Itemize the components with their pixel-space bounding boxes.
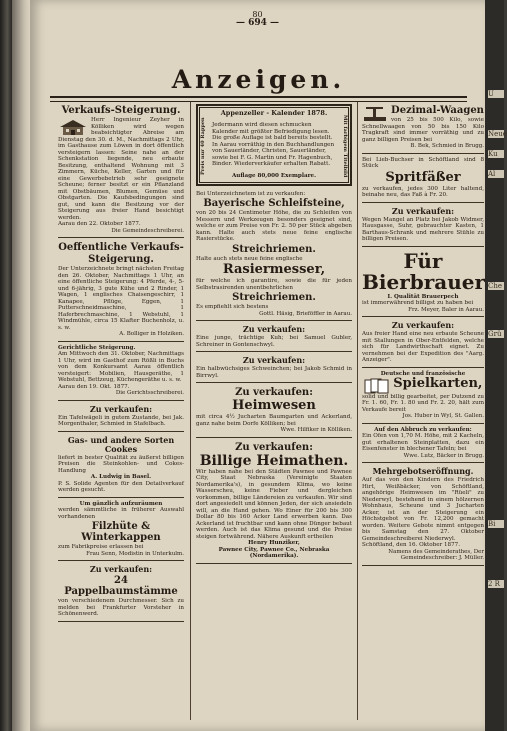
column-left: [58, 102, 184, 722]
masthead-title: Anzeigen.: [171, 65, 346, 94]
folio: [30, 10, 485, 28]
ad-appenzeller-kalender: [196, 104, 352, 186]
ad-text: werden sämmtliche in früherer Auswahl vorhandenen: [58, 507, 184, 520]
column-right: [362, 102, 484, 722]
ad-text: Wegen Mangel an Platz bei Jakob Widmer, Hausgasse, Suhr, gebrauchter Kasten, 1 Barthaus-Schrank und mehrere Stühle zu billigen Preisen.: [362, 216, 484, 242]
ad-title: Bayerische Schleifsteine,: [203, 198, 345, 210]
ad-kicker: Deutsche und französische: [380, 370, 466, 377]
ad-signature: B. Bek, Schmied in Brugg.: [410, 143, 484, 149]
column-divider: [190, 102, 191, 720]
ad-dezimal-waagen: [362, 102, 484, 154]
edge-text: Bi: [488, 520, 504, 528]
ad-title: Zu verkaufen:: [89, 403, 153, 414]
ad-bierbrauer: [362, 248, 484, 318]
ad-text: Aus freier Hand eine neu erbaute Scheune mit Stallungen in Ober-Entfelden, welche sich für Landwirthschaft eignet. Zu vernehmen bei der Expedition des "Aarg. Anzeiger".: [362, 331, 484, 363]
page-number: — 694 —: [235, 18, 280, 28]
ad-spritfaesser: [362, 155, 484, 203]
ad-text: Ein halbwüchsiges Schweinchen; bei Jakob Schmid in Birrwyl.: [196, 366, 352, 379]
ad-text: Jedermann wird diesen schmucken Kalender mit größter Befriedigung lesen. Die große Auflage ist bald bereits bestellt. In Aarau vorräthig in den Buchhandlungen von Sauerländer, Christen, Sauerländer, sowie bei F. G. Martin und Fr. Hagenbuch, Binder. Wiederverkäufer erhalten Rabatt.: [212, 122, 335, 168]
edge-text: Al: [488, 170, 504, 178]
ad-text: Ein Ofen von 1,70 M. Höhe, mit 2 Kacheln, gut erhaltenen Steinplatten, dazu ein Eisenfenster in blechener Tafeln; bei: [362, 433, 484, 452]
ad-title-2: Steigerung.: [88, 254, 154, 265]
edge-text: U: [488, 90, 504, 98]
ad-text: von 20 bis 24 Centimeter Höhe, die zu Schleifen von Messern und Werkzeugen besonders geeignet sind, welche er zum Preise von Fr. 2. 50 per Stück abgeben kann. Halte auch stets neue feine englische Rasierstücke.: [196, 210, 352, 243]
ad-title: Verkaufs-Steigerung.: [61, 105, 181, 116]
ad-text: liefert in bester Qualität zu äußerst billigen Preisen die Steinkohlen- und Cokes-Handlung: [58, 454, 184, 474]
ad-oeffentliche-steigerung: [58, 239, 184, 342]
ad-headline: Heimwesen: [232, 398, 316, 414]
ad-mehrgebot: [362, 464, 484, 566]
ad-signature: Die Gerichtsschreiberei.: [115, 390, 184, 396]
ad-text-2: zum Fabrikpreise erlassen bei: [58, 544, 144, 550]
ad-text: solid und billig gearbeitet, per Dutzend zu Fr. 1. 60, Fr. 1. 80 und Fr. 2. 20, hält zum Verkaufe bereit: [362, 393, 484, 413]
ad-signature: Die Gemeindeschreiberei.: [111, 227, 184, 234]
ad-gerichtliche-steigerung: [58, 343, 184, 401]
newspaper-page: [30, 0, 485, 731]
ad-text: mit circa 4½ Jucharten Baumgarten und Ackerland, ganz nahe beim Dorfe Kölliken; bei: [196, 414, 352, 427]
ad-signature: Namens des Gemeinderathes, Der Gemeindeschreiber: J. Müller.: [388, 548, 484, 561]
ad-note: Auflage 80,000 Exemplare.: [231, 173, 317, 180]
ad-side-left: Preis nur 40 Rappen: [200, 117, 206, 175]
ad-title: Zu verkaufen:: [242, 355, 306, 366]
ad-title: Zu verkaufen:: [391, 205, 455, 216]
ad-heimwesen: [196, 384, 352, 438]
ad-title: Zu verkaufen:: [242, 324, 306, 335]
ad-intro: Bei Lieb-Buchser in Schöftland sind 8 Stück: [362, 156, 484, 169]
ad-cookes: [58, 433, 184, 498]
ad-verkaufen-kasten: [362, 204, 484, 247]
ad-title: Auf den Abbruch zu verkaufen:: [374, 426, 472, 433]
ad-firm: Pawnee City, Pawnee Co., Nebraska (Nordamerika).: [218, 546, 330, 560]
ad-text: Eine junge, trächtige Kuh; bei Samuel Gubler, Schreiner in Gontenschwyl.: [196, 335, 352, 348]
ad-title: Zu verkaufen:: [391, 320, 455, 330]
edge-text: Che: [488, 282, 503, 290]
ad-title: Zu verkaufen:: [89, 564, 153, 574]
ad-signature: A. Bolliger in Holziken.: [119, 331, 184, 337]
ad-signature: Wwe. Hilfiker in Kölliken.: [280, 427, 352, 434]
ad-title: Zu verkaufen:: [235, 387, 313, 399]
edge-text: Ku: [488, 150, 504, 158]
ad-kicker: Um gänzlich aufzuräumen: [79, 500, 163, 507]
ad-signature: Henry Hunziker,: [248, 540, 300, 547]
ad-text: von 25 bis 500 Kilo, sowie Schnellwaagen von 50 bis 150 Kilo Tragkraft sind immer vorräthig und zu ganz billigen Preisen bei: [362, 117, 484, 143]
ad-title: Für Bierbrauer: [362, 248, 486, 294]
ad-text: Ein Tafelwägeli in gutem Zustande, bei Jak. Morgenthaler, Schmied in Stafelbach.: [58, 414, 184, 427]
ad-pappelbaeume: [58, 562, 184, 622]
scale-illustration-icon: [362, 105, 388, 123]
ad-firm: A. Ludwig in Basel.: [90, 474, 152, 480]
folio-top: 80: [252, 10, 263, 19]
ad-text-3: für welche ich garantire, sowie die für jeden Selbstrasirenden unentbehrlichen: [196, 278, 352, 291]
ad-text: Auf das von den Kindern des Friedrich Hirt, Weißbäcker, von Schöftland, angehörige Heimwesen im "Rüeli" zu Niederwyl, bestehend in einem hölzernen Wohnhaus, Scheune und 3 Jucharten Acker, ist an der Steigerung ein Höchstgebot von Fr. 12,200 gemacht worden. Weitere Gebote nimmt entgegen bis Samstag den 27. Oktober Gemeindeschreiberei Niederwyl.: [362, 477, 484, 542]
ad-signature: Jos. Huber in Wyl, St. Gallen.: [402, 413, 484, 419]
ad-title: Oeffentliche Verkaufs-: [58, 242, 184, 253]
ad-text: ist immerwährend billigst zu haben bei: [362, 300, 474, 306]
book-spine: [0, 0, 12, 731]
ad-title: Mehrgebotseröffnung.: [372, 466, 474, 476]
house-illustration-icon: [58, 119, 88, 135]
ad-text: von verschiedenem Durchmesser. Sich zu melden bei Frankfurter Vorsteher in Schönenwerd.: [58, 598, 184, 617]
ad-text: Am Mittwoch den 31. Oktober, Nachmittags 1 Uhr, wird im Gasthof zum Rößli in Buchs von dem Konkursamt Aarau öffentlich versteigert: Mobilien, Hausgeräthe, 1 Webstuhl, Bettzeug, Küchengeräthe u. s. w.: [58, 351, 184, 383]
ad-signature: Gottl. Häsig, Brieföffler in Aarau.: [259, 310, 352, 317]
column-middle: [196, 102, 352, 722]
ad-title: Dezimal-Waagen: [391, 105, 484, 116]
ad-title: Spielkarten,: [393, 376, 483, 391]
ad-title: Filzhüte & Winterkappen: [81, 521, 161, 543]
ad-text-2: Halte auch stets neue feine englische: [196, 255, 303, 262]
ad-date: Aarau den 19. Okt. 1877.: [58, 383, 130, 390]
ad-ref: Es empfiehlt sich bestens: [196, 304, 269, 311]
ad-abbruch: [362, 425, 484, 464]
ad-filzhuete: [58, 499, 184, 562]
ad-billige-heimathen: [196, 439, 352, 564]
next-page-edge: [485, 0, 507, 731]
edge-text: Grü: [488, 330, 504, 338]
ad-side-right: Mit farbigem Titelbild: [342, 114, 348, 178]
ad-text: Der Unterzeichnete bringt nächsten Freitag den 26. Oktober, Nachmittags 1 Uhr, an eine öffentliche Steigerung: 4 Pferde, 4-, 5- und 6-jährig, 3 gute Kühe und 2 Rinder, 1 Wagen, 1 englisches Chaisengeschirr, 1 Kanapee, Pflüge, Eggen, 1 Putterschneidmaschine, 1 Haferbrechmaschine, 1 Webstuhl, 1 Windmühle, circa 15 Klafter Buchenholz, u. s. w.: [58, 266, 184, 331]
ad-title: Spritfäßer: [385, 169, 461, 185]
ad-subtitle: I. Qualität Brauerpech: [387, 293, 459, 300]
ad-text: Wir haben nahe bei den Städten Pawnee und Pawnee City, Staat Nebraska (Vereinigte Staaten Nordamerika's), in gesundem Klima, wo keine Wasserscheu, keine Fieber und dergleichen vorkommen, billige Ländereien zu verkaufen. Wir sind dort angesiedelt und können Jeden, der sich ansiedeln will, an die Hand gehen. Wo Einer für 200 bis 300 Dollar 80 bis 160 Acker Land erwerben kann. Das Ackerland ist fruchtbar und kann ohne Dünger bebaut werden. Auch ist das Klima gesund und die Preise steigen fortwährend. Nähere Auskunft ertheilen: [196, 468, 352, 540]
ad-signature: Frau Senn, Modistin in Unterkulm.: [86, 550, 184, 557]
ad-intro: Bei Unterzeichnetem ist zu verkaufen:: [196, 190, 306, 197]
ad-text: Herr Ingenieur Zeyher in Kölliken wird wegen beabsichtigter Abreise am Dienstag den 30. d. M., Nachmittags 2 Uhr, im Gasthause zum Löwen in dort öffentlich versteigern lassen: Seine nahe an der Schenkstation liegende, neu erbaute Besitzung, enthaltend Wohnung mit 3 Zimmern, Küche, Keller, Garten und für eine Gewerbebetrieb sehr geeignete Scheune; ferner besitzt er ein Pflanzland mit Obstbäumen, Blumen, Gemüse und Obstgarten. Die Kaufsbedingungen sind gut, und kann die Besitzung vor der Steigerung aus freier Hand besichtigt werden.: [58, 117, 184, 221]
ad-signature: Wwe. Lutz, Bäcker in Brugg.: [403, 452, 484, 459]
ad-headline: Billige Heimathen.: [199, 452, 349, 469]
page-gutter: [12, 0, 30, 731]
ad-schweinchen: [196, 353, 352, 383]
ad-kuh: [196, 322, 352, 352]
ad-spielkarten: [362, 369, 484, 424]
ad-note: P. S. Solide Agenten für den Detailverkauf werden gesucht.: [58, 480, 184, 493]
ad-headline-2: Rasiermesser,: [222, 262, 326, 278]
ad-signature: Frz. Meyer, Baler in Aarau.: [408, 306, 484, 313]
ad-headline: Streichriemen.: [232, 243, 316, 255]
ad-headline: 24 Pappelbaumstämme: [64, 575, 178, 597]
ad-tafelwaegeli: [58, 402, 184, 432]
edge-text: 2 R: [488, 580, 504, 588]
ad-verkaufen-scheune: [362, 318, 484, 368]
ad-text: zu verkaufen, jedes 300 Liter haltend, beinahe neu, das Faß à Fr. 20.: [362, 185, 484, 198]
ad-title: Appenzeller - Kalender 1878.: [220, 109, 328, 117]
ad-title: Gerichtliche Steigerung.: [58, 344, 136, 351]
edge-text: Neue: [488, 130, 507, 138]
ad-schleifsteine: [196, 189, 352, 322]
ad-date: Aarau den 22. Oktober 1877.: [58, 221, 141, 227]
ad-date: Schöftland, den 16. Oktober 1877.: [362, 542, 461, 548]
ad-headline-3: Streichriemen.: [232, 292, 316, 304]
ad-title: Gas- und andere Sorten Cookes: [67, 434, 175, 454]
ad-title: Zu verkaufen:: [235, 441, 313, 453]
playing-cards-icon: [364, 378, 390, 394]
ad-verkaufs-steigerung: [58, 102, 184, 238]
column-divider: [357, 102, 358, 720]
